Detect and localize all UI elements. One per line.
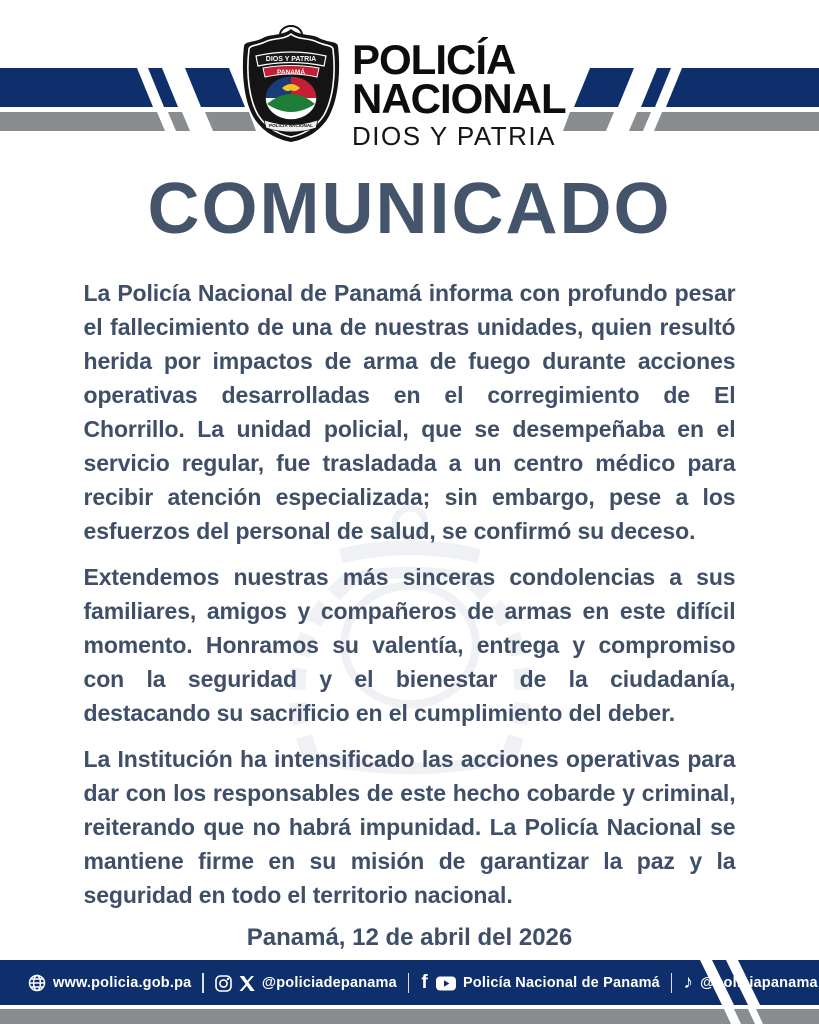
footer-divider (202, 973, 204, 993)
paragraph-3: La Institución ha intensificado las acciones operativas para dar con los responsables de este hecho cobarde y criminal, reiterando que no habrá impunidad. La Policía Nacional se mantiene firme en su misión de garantizar la paz y la seguridad en todo el territorio nacional. (83, 746, 736, 908)
badge-banner-bottom-text: POLICÍA NACIONAL (269, 123, 313, 128)
youtube-icon (436, 976, 456, 991)
logo-tagline: DIOS Y PATRIA (352, 121, 556, 151)
x-twitter-icon (239, 976, 255, 991)
footer-divider (408, 973, 410, 993)
footer-social-bar (28, 962, 818, 1004)
header-stripes-right (563, 0, 819, 160)
paragraph-1: La Policía Nacional de Panamá informa con profundo pesar el fallecimiento de una de nuestras unidades, quien resultó herida por impactos de arma de fuego durante acciones operativas desarrolladas en el corregimiento de El Chorrillo. La unidad policial, que se desempeñaba en el servicio regular, fue trasladada a un centro médico para recibir atención especializada; sin embargo, pese a los esfuerzos del personal de salud, se confirmó su deceso. (83, 280, 736, 544)
logo-line-policia: POLICÍA (352, 36, 516, 83)
globe-icon (28, 974, 46, 992)
page-title: COMUNICADO (147, 169, 672, 249)
badge-banner-top-text: DIOS Y PATRIA (265, 56, 317, 63)
police-badge-icon (238, 24, 344, 144)
paragraph-2: Extendemos nuestras más sinceras condolencias a sus familiares, amigos y compañeros de armas en este difícil momento. Honramos su valentía, entrega y compromiso con la seguridad y el bienestar de la ciudadanía, destacando su sacrificio en el cumplimiento del deber. (83, 564, 736, 726)
instagram-icon (215, 975, 232, 992)
communique-body (84, 276, 736, 952)
date-line: Panamá, 12 de abril del 2026 (246, 924, 573, 951)
footer-website: www.policia.gob.pa (53, 975, 192, 991)
header-stripes-left (0, 0, 256, 160)
footer-name-facebook-youtube: Policía Nacional de Panamá (462, 975, 660, 991)
logo-line-nacional: NACIONAL (352, 75, 566, 122)
logo-wordmark (352, 36, 566, 152)
tiktok-icon: ♪ (683, 972, 694, 993)
footer-divider (671, 973, 673, 993)
footer-handle-tiktok: @policiapanama (700, 975, 818, 991)
facebook-icon: f (421, 972, 428, 993)
header (0, 0, 819, 160)
footer (0, 956, 819, 1024)
badge-banner-middle-text: PANAMÁ (276, 69, 306, 76)
footer-handle-instagram-x: @policiadepanama (261, 975, 397, 991)
